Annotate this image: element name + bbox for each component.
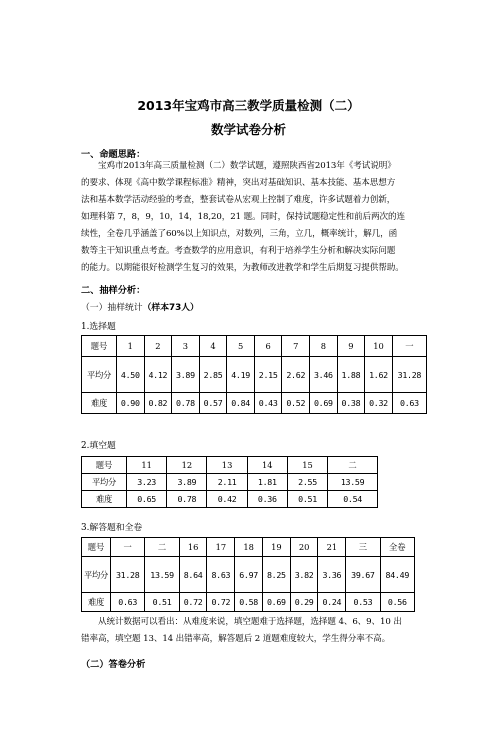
table-cell: 题号 xyxy=(82,538,111,557)
table-cell: 0.43 xyxy=(254,393,282,414)
table-cell: 2.62 xyxy=(282,357,310,393)
sample-stat-heading xyxy=(81,300,199,313)
table-cell: 0.42 xyxy=(207,491,247,508)
table-cell: 13 xyxy=(207,457,247,474)
table-cell: 1 xyxy=(117,336,145,357)
table-cell: 题号 xyxy=(82,457,127,474)
table-cell: 0.54 xyxy=(328,491,378,508)
table-cell: 10 xyxy=(365,336,393,357)
table-cell: 16 xyxy=(179,538,207,557)
table-cell: 0.63 xyxy=(392,393,426,414)
table-row xyxy=(82,357,427,393)
table-row xyxy=(82,557,415,593)
table-cell: 5 xyxy=(227,336,255,357)
table-cell: 4 xyxy=(199,336,227,357)
table3-label: 3.解答题和全卷 xyxy=(81,523,143,533)
table-row xyxy=(82,474,378,491)
table-cell: 0.24 xyxy=(318,593,346,612)
table-cell: 7 xyxy=(282,336,310,357)
sample-size: （样本73人） xyxy=(142,303,199,313)
table-row xyxy=(82,457,378,474)
table-cell: 0.72 xyxy=(179,593,207,612)
table-cell: 20 xyxy=(290,538,318,557)
table-cell: 题号 xyxy=(82,336,117,357)
table-row xyxy=(82,393,427,414)
table-cell: 4.19 xyxy=(227,357,255,393)
table-cell: 8.63 xyxy=(207,557,235,593)
table-cell: 平均分 xyxy=(82,474,127,491)
table-cell: 13.59 xyxy=(328,474,378,491)
table-cell: 0.63 xyxy=(111,593,145,612)
table-cell: 31.28 xyxy=(392,357,426,393)
table-cell: 难度 xyxy=(82,593,111,612)
table-cell: 0.69 xyxy=(262,593,290,612)
table-row xyxy=(82,593,415,612)
paragraph-line: 法和基本数学活动经验的考查，整套试卷从宏观上控制了难度，许多试题着力创新， xyxy=(81,195,396,205)
document-subtitle: 数学试卷分析 xyxy=(210,122,286,137)
table-cell: 0.51 xyxy=(145,593,179,612)
table-cell: 4.50 xyxy=(117,357,145,393)
table-cell: 0.51 xyxy=(287,491,327,508)
table-cell: 2.85 xyxy=(199,357,227,393)
table-cell: 39.67 xyxy=(346,557,380,593)
table-cell: 2.55 xyxy=(287,474,327,491)
table-cell: 21 xyxy=(318,538,346,557)
table-cell: 平均分 xyxy=(82,357,117,393)
table-cell: 12 xyxy=(167,457,207,474)
table-cell: 8.25 xyxy=(262,557,290,593)
answer-analysis-heading: （二）答卷分析 xyxy=(81,659,146,670)
paragraph-line: 续性，全卷几乎涵盖了60%以上知识点，对数列，三角，立几，概率统计，解几，函 xyxy=(81,229,398,239)
table-cell: 0.84 xyxy=(227,393,255,414)
table-cell: 全卷 xyxy=(380,538,414,557)
section-heading-1: 一、命题思路： xyxy=(81,149,146,160)
table-cell: 3 xyxy=(172,336,200,357)
table-cell: 0.57 xyxy=(199,393,227,414)
table-row xyxy=(82,538,415,557)
document-title: 2013年宝鸡市高三教学质量检测（二） xyxy=(137,98,360,113)
table-cell: 2.15 xyxy=(254,357,282,393)
table-row xyxy=(82,336,427,357)
table-cell: 三 xyxy=(346,538,380,557)
paragraph-line: 如理科第 7，8，9，10，14，18,20，21 题。同时，保持试题稳定性和前后两次的连 xyxy=(81,212,405,222)
table-cell: 0.52 xyxy=(282,393,310,414)
choice-question-table xyxy=(81,335,427,414)
table-cell: 2 xyxy=(144,336,172,357)
table-cell: 13.59 xyxy=(145,557,179,593)
table-cell: 0.90 xyxy=(117,393,145,414)
table-cell: 3.23 xyxy=(127,474,167,491)
conclusion-paragraph xyxy=(81,614,431,648)
table-cell: 17 xyxy=(207,538,235,557)
table-cell: 0.58 xyxy=(235,593,263,612)
section-heading-2: 二、抽样分析： xyxy=(81,285,146,296)
table-cell: 3.46 xyxy=(310,357,338,393)
paragraph-line: 错率高，填空题 13、14 出错率高，解答题后 2 道题难度较大，学生得分率不高。 xyxy=(81,634,391,644)
table-cell: 一 xyxy=(392,336,426,357)
table-cell: 一 xyxy=(111,538,145,557)
table-cell: 0.53 xyxy=(346,593,380,612)
table-cell: 0.72 xyxy=(207,593,235,612)
table-cell: 难度 xyxy=(82,491,127,508)
paragraph-line: 宝鸡市2013年高三质量检测（二）数学试题，遵照陕西省2013年《考试说明》 xyxy=(98,161,396,171)
table-cell: 8.64 xyxy=(179,557,207,593)
table-cell: 0.36 xyxy=(247,491,287,508)
table-cell: 0.32 xyxy=(365,393,393,414)
table-cell: 8 xyxy=(310,336,338,357)
section1-paragraph xyxy=(81,158,429,277)
table-cell: 0.78 xyxy=(172,393,200,414)
table-cell: 平均分 xyxy=(82,557,111,593)
table-cell: 4.12 xyxy=(144,357,172,393)
table-cell: 二 xyxy=(328,457,378,474)
table-cell: 9 xyxy=(337,336,365,357)
table-cell: 0.38 xyxy=(337,393,365,414)
sample-label: （一）抽样统计 xyxy=(81,303,143,313)
table-cell: 15 xyxy=(287,457,327,474)
table-cell: 14 xyxy=(247,457,287,474)
table-cell: 19 xyxy=(262,538,290,557)
table-cell: 6 xyxy=(254,336,282,357)
table-cell: 1.62 xyxy=(365,357,393,393)
table-cell: 1.88 xyxy=(337,357,365,393)
table2-label: 2.填空题 xyxy=(81,441,116,451)
table-cell: 二 xyxy=(145,538,179,557)
solution-and-total-table xyxy=(81,537,415,612)
table-cell: 6.97 xyxy=(235,557,263,593)
table-cell: 0.65 xyxy=(127,491,167,508)
table-cell: 0.78 xyxy=(167,491,207,508)
table-cell: 3.89 xyxy=(172,357,200,393)
table-cell: 1.81 xyxy=(247,474,287,491)
paragraph-line: 的能力。以期能很好检测学生复习的效果，为教师改进教学和学生后期复习提供帮助。 xyxy=(81,263,404,273)
table-cell: 11 xyxy=(127,457,167,474)
table-cell: 0.29 xyxy=(290,593,318,612)
table-cell: 3.82 xyxy=(290,557,318,593)
table1-label: 1.选择题 xyxy=(81,322,116,332)
table-cell: 2.11 xyxy=(207,474,247,491)
table-cell: 难度 xyxy=(82,393,117,414)
paragraph-line: 的要求、体现《高中数学课程标准》精神，突出对基础知识、基本技能、基本思想方 xyxy=(81,178,396,188)
table-cell: 0.56 xyxy=(380,593,414,612)
fill-blank-table xyxy=(81,456,378,508)
table-cell: 84.49 xyxy=(380,557,414,593)
table-cell: 31.28 xyxy=(111,557,145,593)
table-cell: 0.69 xyxy=(310,393,338,414)
paragraph-line: 从统计数据可以看出：从难度来说，填空题难于选择题，选择题 4、6、9、10 出 xyxy=(98,617,402,627)
table-row xyxy=(82,491,378,508)
paragraph-line: 数等主干知识重点考查。考查数学的应用意识，有利于培养学生分析和解决实际问题 xyxy=(81,246,396,256)
table-cell: 0.82 xyxy=(144,393,172,414)
table-cell: 3.36 xyxy=(318,557,346,593)
table-cell: 3.89 xyxy=(167,474,207,491)
table-cell: 18 xyxy=(235,538,263,557)
